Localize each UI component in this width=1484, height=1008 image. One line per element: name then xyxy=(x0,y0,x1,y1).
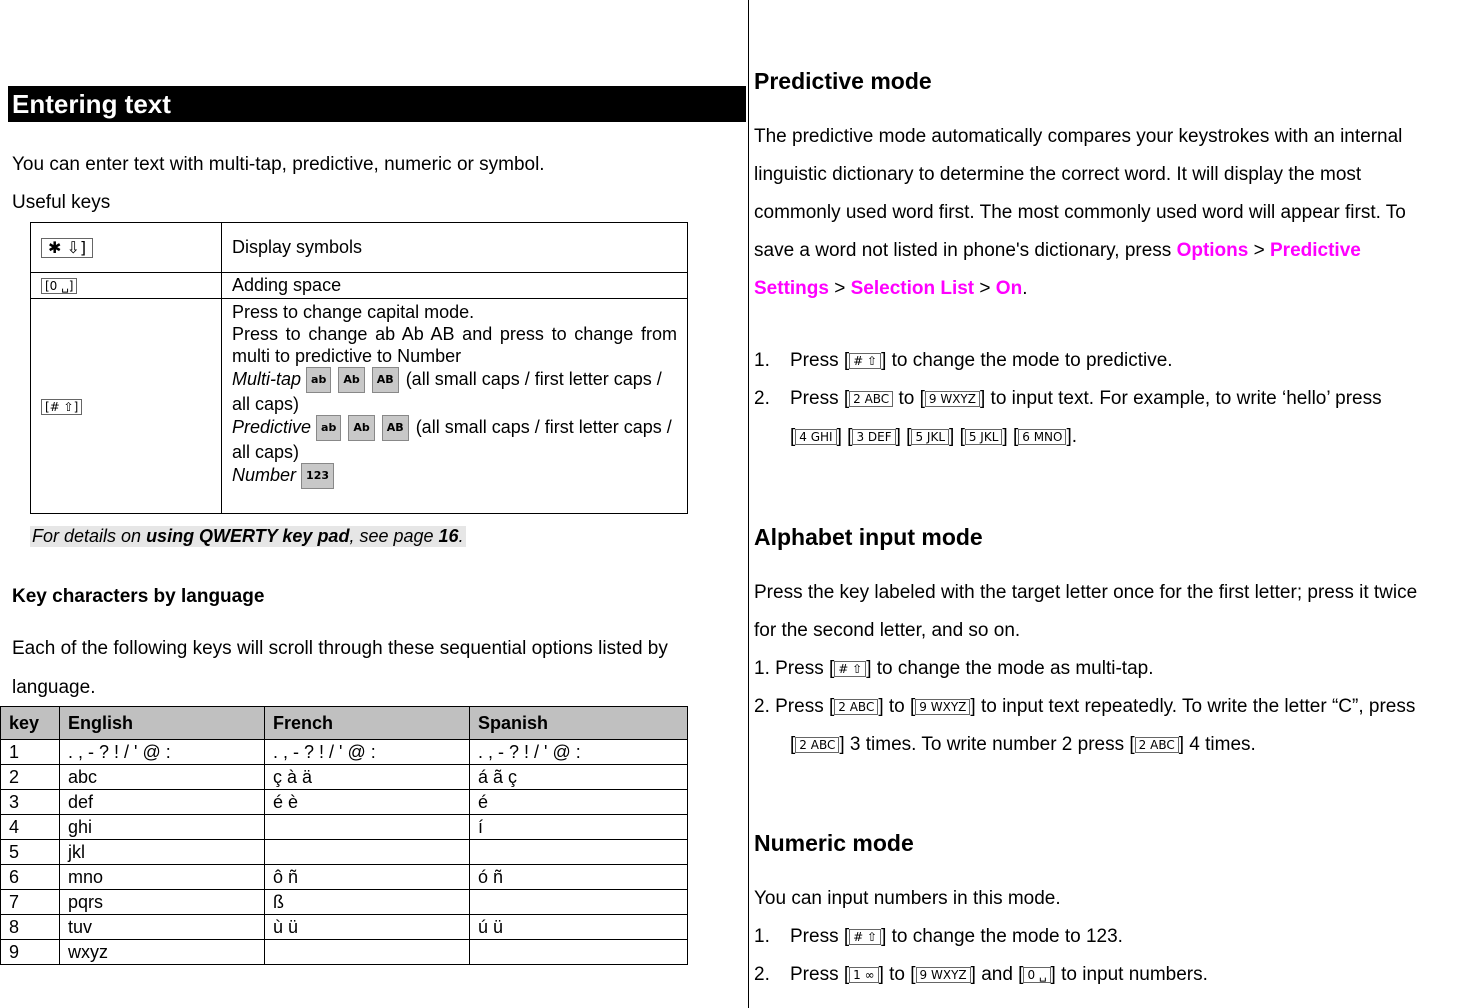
alphabet-title: Alphabet input mode xyxy=(754,524,983,550)
key-2-icon: 2 ABC xyxy=(834,699,878,715)
step-text: ] 3 times. To write number 2 press [ xyxy=(839,734,1135,755)
table-cell: mno xyxy=(60,865,265,890)
language-table xyxy=(0,706,688,965)
predictive-settings-link: Predictive xyxy=(1270,240,1361,261)
multitap-line xyxy=(232,367,677,415)
numeric-title: Numeric mode xyxy=(754,830,914,856)
predictive-title: Predictive mode xyxy=(754,68,932,94)
step-number: 1. xyxy=(754,926,770,947)
step-text: ] to change the mode to 123. xyxy=(881,926,1123,947)
key-cell xyxy=(31,223,222,273)
step-text: ] to input text. For example, to write ‘hello’ press xyxy=(979,388,1382,409)
desc-line: Press to change capital mode. xyxy=(232,302,475,322)
table-cell: é xyxy=(470,790,688,815)
table-cell: 4 xyxy=(1,815,60,840)
predictive-AB-icon: AB xyxy=(382,415,409,441)
step-text: ] to input numbers. xyxy=(1050,964,1208,985)
table-cell: ú ü xyxy=(470,915,688,940)
intro-text: You can enter text with multi-tap, predictive, numeric or symbol. xyxy=(12,154,545,175)
symbol-key-icon: ✱ ⇩] xyxy=(41,238,93,258)
alphabet-step-2-cont: [ 2 ABC ] 3 times. To write number 2 press [ 2 ABC ] 4 times. xyxy=(790,734,1256,755)
right-column xyxy=(754,0,1484,1008)
key-9-icon: 9 WXYZ xyxy=(915,699,970,715)
predictive-desc: (all small caps / first letter caps / all caps) xyxy=(232,416,672,462)
mode-Ab-icon: Ab xyxy=(338,367,364,393)
desc-cell xyxy=(222,299,688,514)
table-cell: í xyxy=(470,815,688,840)
predictive-line xyxy=(232,415,677,463)
alphabet-body xyxy=(754,574,1482,650)
body-line: for the second letter, and so on. xyxy=(754,620,1021,641)
key-0-icon: 0 ␣ xyxy=(1023,967,1050,983)
table-cell: wxyz xyxy=(60,940,265,965)
step-text: ] to [ xyxy=(878,964,916,985)
table-header-row xyxy=(1,707,688,740)
step-text: ] and [ xyxy=(970,964,1024,985)
on-link: On xyxy=(995,278,1023,299)
key-cell xyxy=(31,273,222,299)
key-5-icon: 5 JKL xyxy=(911,429,949,445)
table-cell: ô ñ xyxy=(265,865,470,890)
table-cell: 8 xyxy=(1,915,60,940)
hash-key-icon: # ⇧ xyxy=(849,353,881,369)
lang-heading: Key characters by language xyxy=(12,586,265,607)
multitap-desc: (all small caps / first letter caps / all caps) xyxy=(232,368,662,414)
step-text: ] 4 times. xyxy=(1178,734,1256,755)
step-text: ] to input text repeatedly. To write the letter “C”, press xyxy=(970,696,1416,717)
table-cell: 3 xyxy=(1,790,60,815)
step-text: to xyxy=(898,388,915,409)
table-row xyxy=(31,223,688,273)
body-line: linguistic dictionary to determine the correct word. It will display the most xyxy=(754,164,1362,185)
table-cell: ghi xyxy=(60,815,265,840)
key-9-icon: 9 WXYZ xyxy=(916,967,971,983)
body-line: The predictive mode automatically compares your keystrokes with an internal xyxy=(754,126,1403,147)
table-row xyxy=(1,815,688,840)
key-6-icon: 6 MNO xyxy=(1018,429,1066,445)
desc-line: Press to change ab Ab AB and press to change from multi to predictive to Number xyxy=(232,324,677,366)
table-cell: á ã ç xyxy=(470,765,688,790)
table-cell: pqrs xyxy=(60,890,265,915)
table-cell xyxy=(470,890,688,915)
header-french: French xyxy=(265,707,470,740)
desc-cell: Display symbols xyxy=(222,223,688,273)
predictive-example: [ 4 GHI ] [ 3 DEF ] [ 5 JKL ] [ 5 JKL ] [ 6 MNO ]. xyxy=(790,426,1078,447)
numeric-step-2: 2. Press [ 1 ∞ ] to [ 9 WXYZ ] and [ 0 ␣ ] to input numbers. xyxy=(754,956,1482,994)
predictive-step-2: 2. Press [ 2 ABC to [ 9 WXYZ ] to input text. For example, to write ‘hello’ press xyxy=(754,380,1482,418)
body-line: Press the key labeled with the target letter once for the first letter; press it twice xyxy=(754,582,1418,603)
note-mid: , see page xyxy=(349,526,439,546)
hash-key-icon: # ⇧ xyxy=(849,929,881,945)
key-1-icon: 1 ∞ xyxy=(849,967,878,983)
table-cell: . , - ? ! / ' @ : xyxy=(60,740,265,765)
table-cell: 5 xyxy=(1,840,60,865)
table-cell xyxy=(470,940,688,965)
table-row xyxy=(1,740,688,765)
mode-ab-icon: ab xyxy=(306,367,331,393)
desc-cell: Adding space xyxy=(222,273,688,299)
body-line: save a word not listed in phone's dictionary, press Options > Predictive xyxy=(754,240,1361,261)
table-cell: 9 xyxy=(1,940,60,965)
table-row xyxy=(1,840,688,865)
step-number: 1. xyxy=(754,658,770,679)
key-2-icon: 2 ABC xyxy=(795,737,839,753)
table-cell: tuv xyxy=(60,915,265,940)
numeric-step-1: 1. Press [ # ⇧ ] to change the mode to 123. xyxy=(754,918,1482,956)
table-cell: . , - ? ! / ' @ : xyxy=(470,740,688,765)
body-line: commonly used word first. The most commonly used word will appear first. To xyxy=(754,202,1406,223)
predictive-label: Predictive xyxy=(232,416,312,437)
key-2-icon: 2 ABC xyxy=(1135,737,1179,753)
settings-link: Settings xyxy=(754,278,829,299)
hash-key-icon: # ⇧ xyxy=(834,661,866,677)
table-cell: ù ü xyxy=(265,915,470,940)
step-number: 1. xyxy=(754,350,770,371)
key-cell xyxy=(31,299,222,514)
predictive-ab-icon: ab xyxy=(316,415,341,441)
table-cell xyxy=(265,940,470,965)
predictive-body xyxy=(754,118,1482,308)
table-cell: 7 xyxy=(1,890,60,915)
hash-key-icon: [# ⇧] xyxy=(41,399,82,415)
alphabet-step-1: 1. Press [ # ⇧ ] to change the mode as multi-tap. xyxy=(754,658,1154,679)
table-cell: 6 xyxy=(1,865,60,890)
note-bold: using QWERTY key pad xyxy=(146,526,350,546)
note-end: . xyxy=(458,526,464,546)
options-link: Options xyxy=(1176,240,1249,261)
table-cell: ß xyxy=(265,890,470,915)
table-cell: ç à ä xyxy=(265,765,470,790)
table-cell: def xyxy=(60,790,265,815)
table-cell: 2 xyxy=(1,765,60,790)
table-row xyxy=(1,790,688,815)
header-key: key xyxy=(1,707,60,740)
table-row xyxy=(1,915,688,940)
note-prefix: For details on xyxy=(32,526,147,546)
predictive-step-1: 1. Press [ # ⇧ ] to change the mode to predictive. xyxy=(754,342,1482,380)
page-reference-note xyxy=(30,526,466,547)
table-cell: ó ñ xyxy=(470,865,688,890)
useful-keys-table xyxy=(30,222,688,514)
table-row xyxy=(1,940,688,965)
table-cell xyxy=(265,840,470,865)
mode-123-icon: 123 xyxy=(301,463,334,489)
number-label: Number xyxy=(232,464,297,485)
table-row xyxy=(1,865,688,890)
body-text: save a word not listed in phone's dictionary, press xyxy=(754,240,1172,261)
table-cell: 1 xyxy=(1,740,60,765)
table-cell: abc xyxy=(60,765,265,790)
table-row xyxy=(31,299,688,514)
table-cell xyxy=(265,815,470,840)
table-cell xyxy=(470,840,688,865)
table-row xyxy=(31,273,688,299)
key-4-icon: 4 GHI xyxy=(795,429,836,445)
predictive-Ab-icon: Ab xyxy=(348,415,374,441)
table-row xyxy=(1,765,688,790)
column-divider xyxy=(748,0,749,1008)
table-cell: é è xyxy=(265,790,470,815)
space-key-icon: [0 ␣] xyxy=(41,278,77,294)
step-text: ] to [ xyxy=(878,696,916,717)
step-number: 2. xyxy=(754,964,770,985)
header-english: English xyxy=(60,707,265,740)
step-text: ] to change the mode as multi-tap. xyxy=(866,658,1154,679)
section-title: Entering text xyxy=(8,86,746,122)
table-row xyxy=(1,890,688,915)
key-3-icon: 3 DEF xyxy=(852,429,895,445)
mode-AB-icon: AB xyxy=(372,367,399,393)
step-text: ] to change the mode to predictive. xyxy=(881,350,1173,371)
selection-list-link: Selection List xyxy=(850,278,975,299)
useful-keys-label: Useful keys xyxy=(12,192,111,213)
lang-intro-1: Each of the following keys will scroll through these sequential options listed by xyxy=(12,638,668,659)
multitap-label: Multi-tap xyxy=(232,368,302,389)
table-cell: . , - ? ! / ' @ : xyxy=(265,740,470,765)
number-line xyxy=(232,463,677,489)
header-spanish: Spanish xyxy=(470,707,688,740)
alphabet-step-2: 2. Press [ 2 ABC ] to [ 9 WXYZ ] to input text repeatedly. To write the letter “C”, press xyxy=(754,696,1416,717)
numeric-body: You can input numbers in this mode. xyxy=(754,888,1061,909)
key-9-icon: 9 WXYZ xyxy=(925,391,980,407)
note-page: 16 xyxy=(438,526,459,546)
body-line: Settings > Selection List > On. xyxy=(754,278,1028,299)
table-cell: jkl xyxy=(60,840,265,865)
step-number: 2. xyxy=(754,696,770,717)
key-5-icon: 5 JKL xyxy=(965,429,1003,445)
key-2-icon: 2 ABC xyxy=(849,391,893,407)
lang-intro-2: language. xyxy=(12,677,96,698)
step-number: 2. xyxy=(754,388,770,409)
